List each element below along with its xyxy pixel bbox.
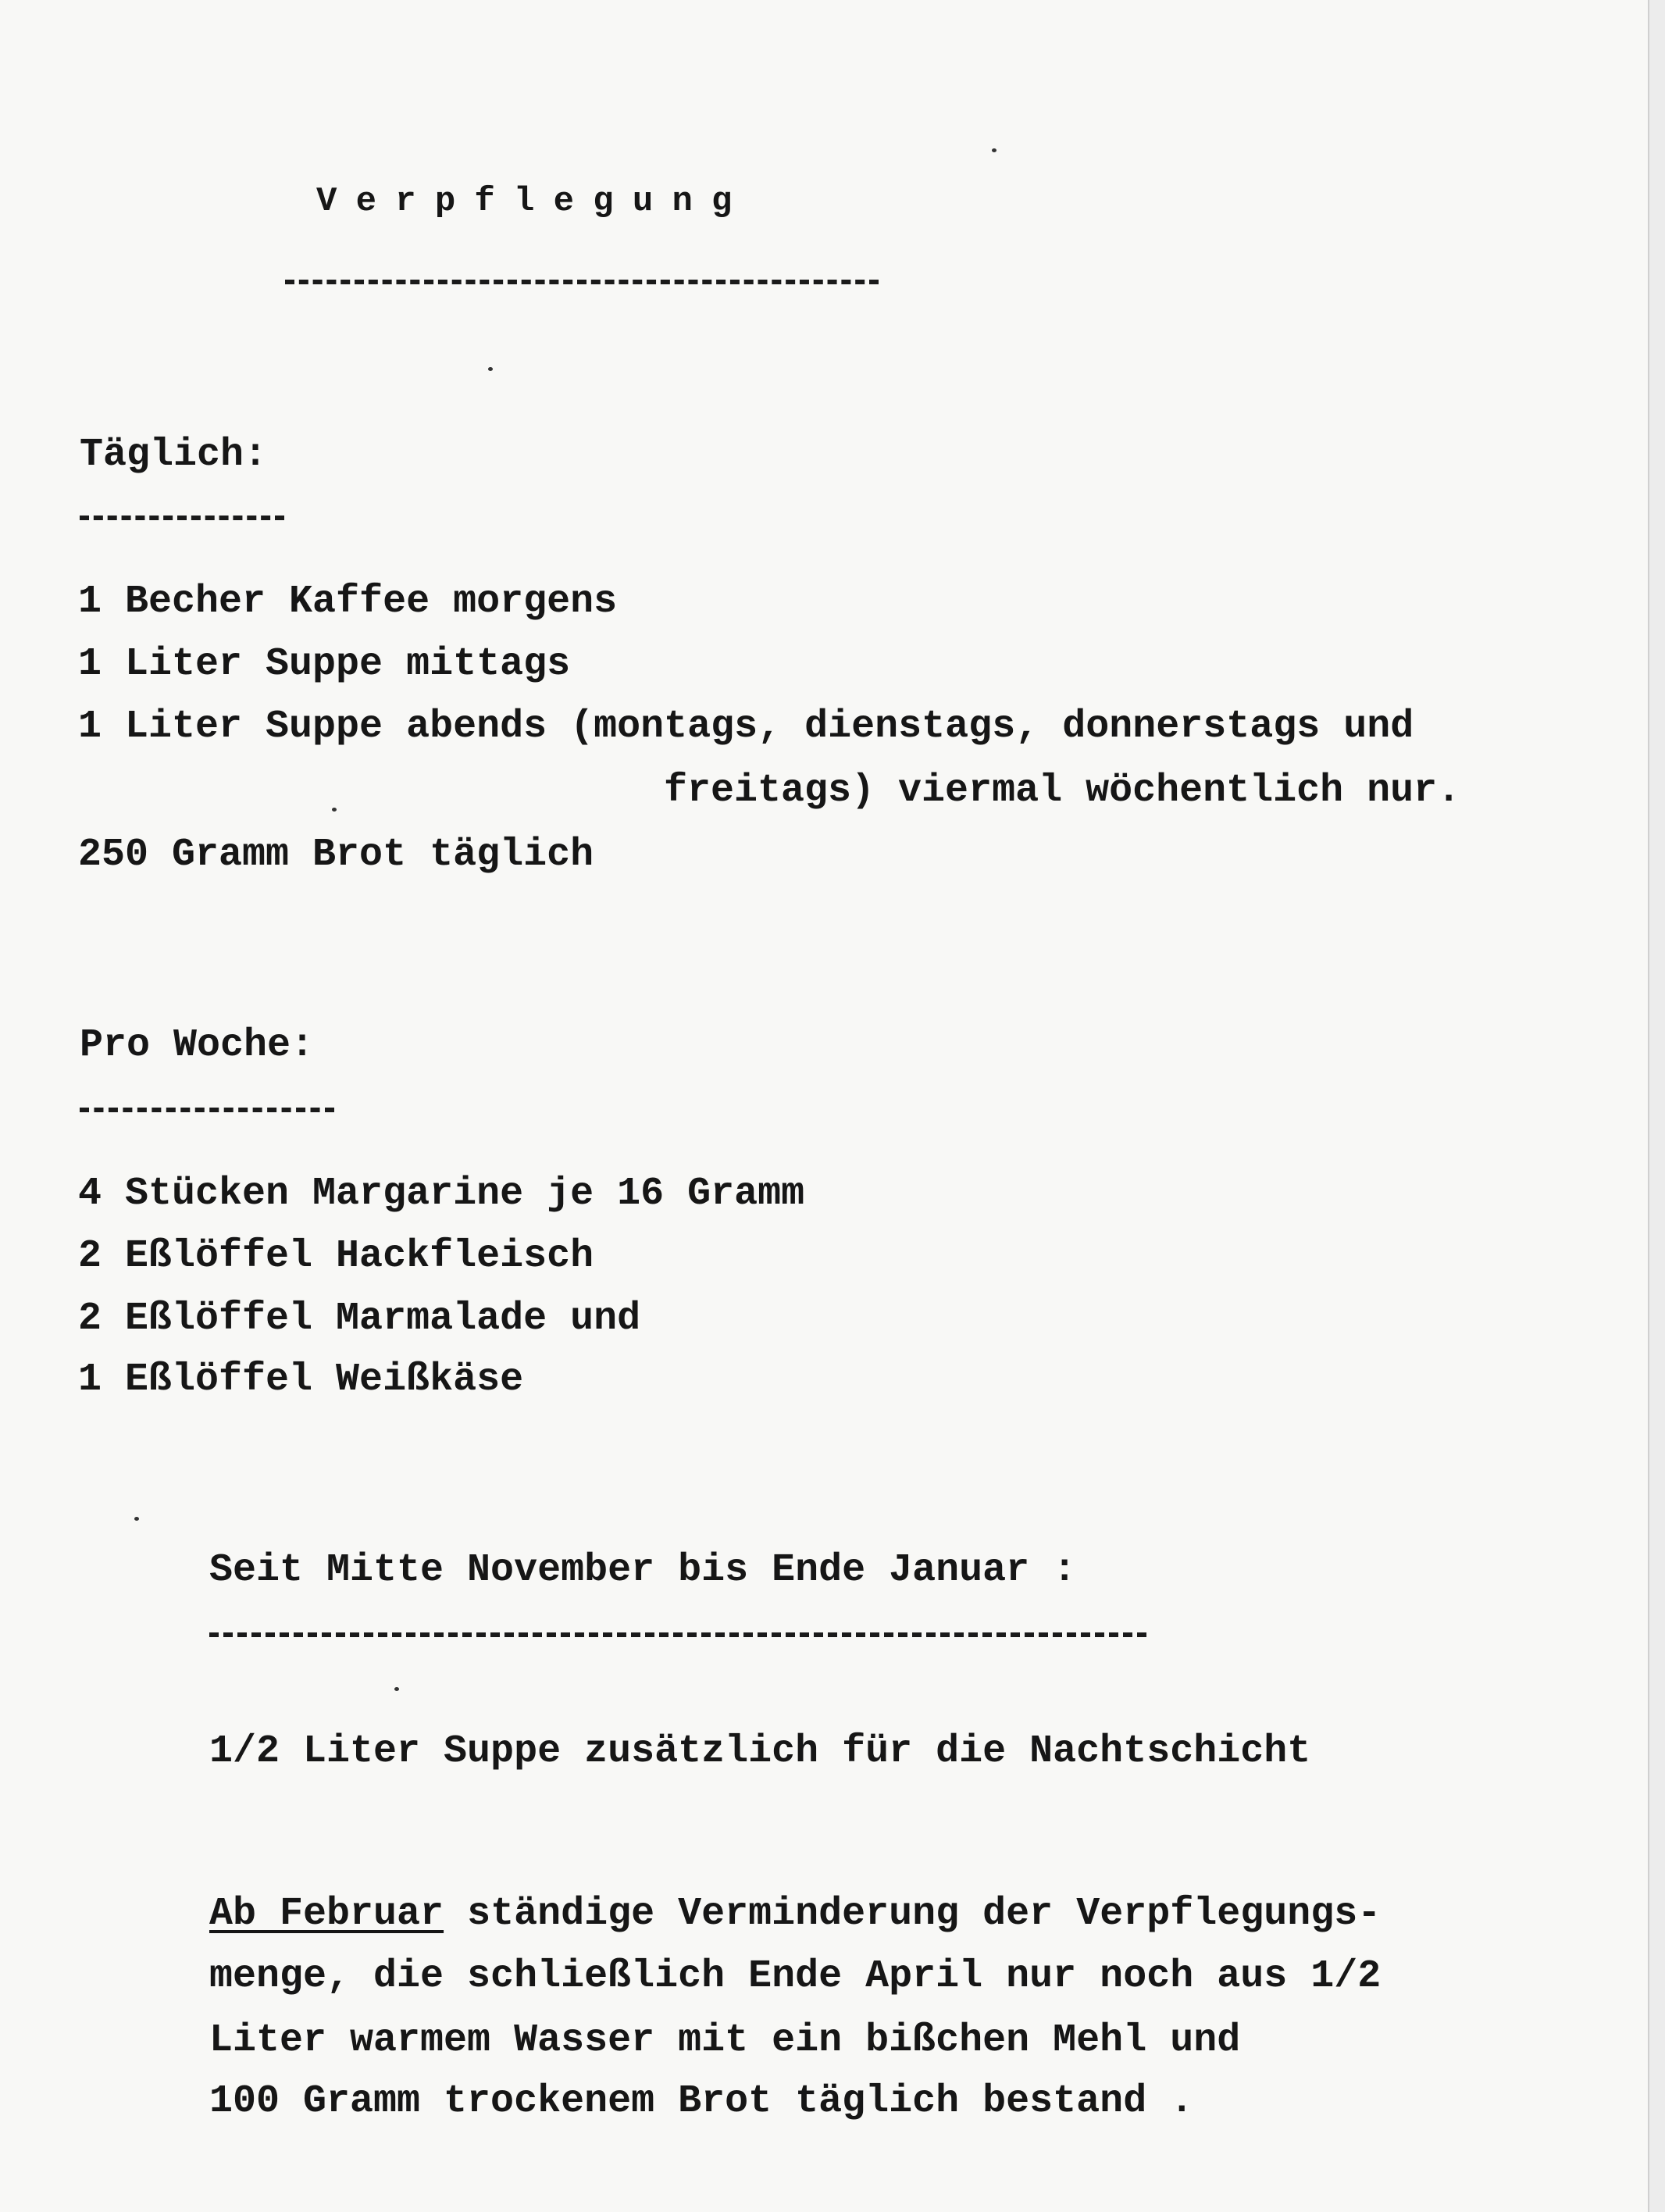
weekly-heading: Pro Woche: — [80, 1023, 315, 1068]
daily-line: freitags) viermal wöchentlich nur. — [664, 769, 1461, 813]
weekly-heading-rule — [80, 1108, 334, 1112]
winter-line: 1/2 Liter Suppe zusätzlich für die Nachtschicht — [209, 1729, 1311, 1774]
february-line — [209, 1892, 1382, 1936]
february-lead: Ab Februar — [209, 1892, 444, 1936]
winter-heading-rule — [209, 1632, 1146, 1637]
page-edge — [1648, 0, 1665, 2212]
weekly-line: 2 Eßlöffel Marmalade und — [78, 1297, 641, 1341]
february-line: menge, die schließlich Ende April nur noch aus 1/2 — [209, 1954, 1382, 1999]
february-line: 100 Gramm trockenem Brot täglich bestand . — [209, 2079, 1194, 2124]
weekly-line: 2 Eßlöffel Hackfleisch — [78, 1234, 594, 1279]
paper-speck — [332, 808, 337, 812]
paper-speck — [992, 148, 997, 152]
daily-line: 1 Becher Kaffee morgens — [78, 580, 618, 624]
daily-heading-rule — [80, 516, 284, 520]
paper-speck — [488, 367, 493, 371]
winter-heading: Seit Mitte November bis Ende Januar : — [209, 1548, 1077, 1593]
daily-line: 1 Liter Suppe abends (montags, dienstags, donnerstags und — [78, 705, 1414, 749]
paper-speck — [134, 1517, 139, 1521]
february-line-rest: ständige Verminderung der Verpflegungs- — [444, 1892, 1382, 1936]
daily-line: 250 Gramm Brot täglich — [78, 833, 594, 877]
paper-speck — [394, 1687, 399, 1691]
daily-line: 1 Liter Suppe mittags — [78, 642, 571, 687]
title-rule — [285, 280, 879, 284]
february-line: Liter warmem Wasser mit ein bißchen Mehl und — [209, 2018, 1241, 2063]
daily-heading: Täglich: — [80, 433, 268, 477]
document-title: Verpflegung — [316, 182, 751, 221]
weekly-line: 4 Stücken Margarine je 16 Gramm — [78, 1172, 805, 1216]
weekly-line: 1 Eßlöffel Weißkäse — [78, 1358, 524, 1402]
